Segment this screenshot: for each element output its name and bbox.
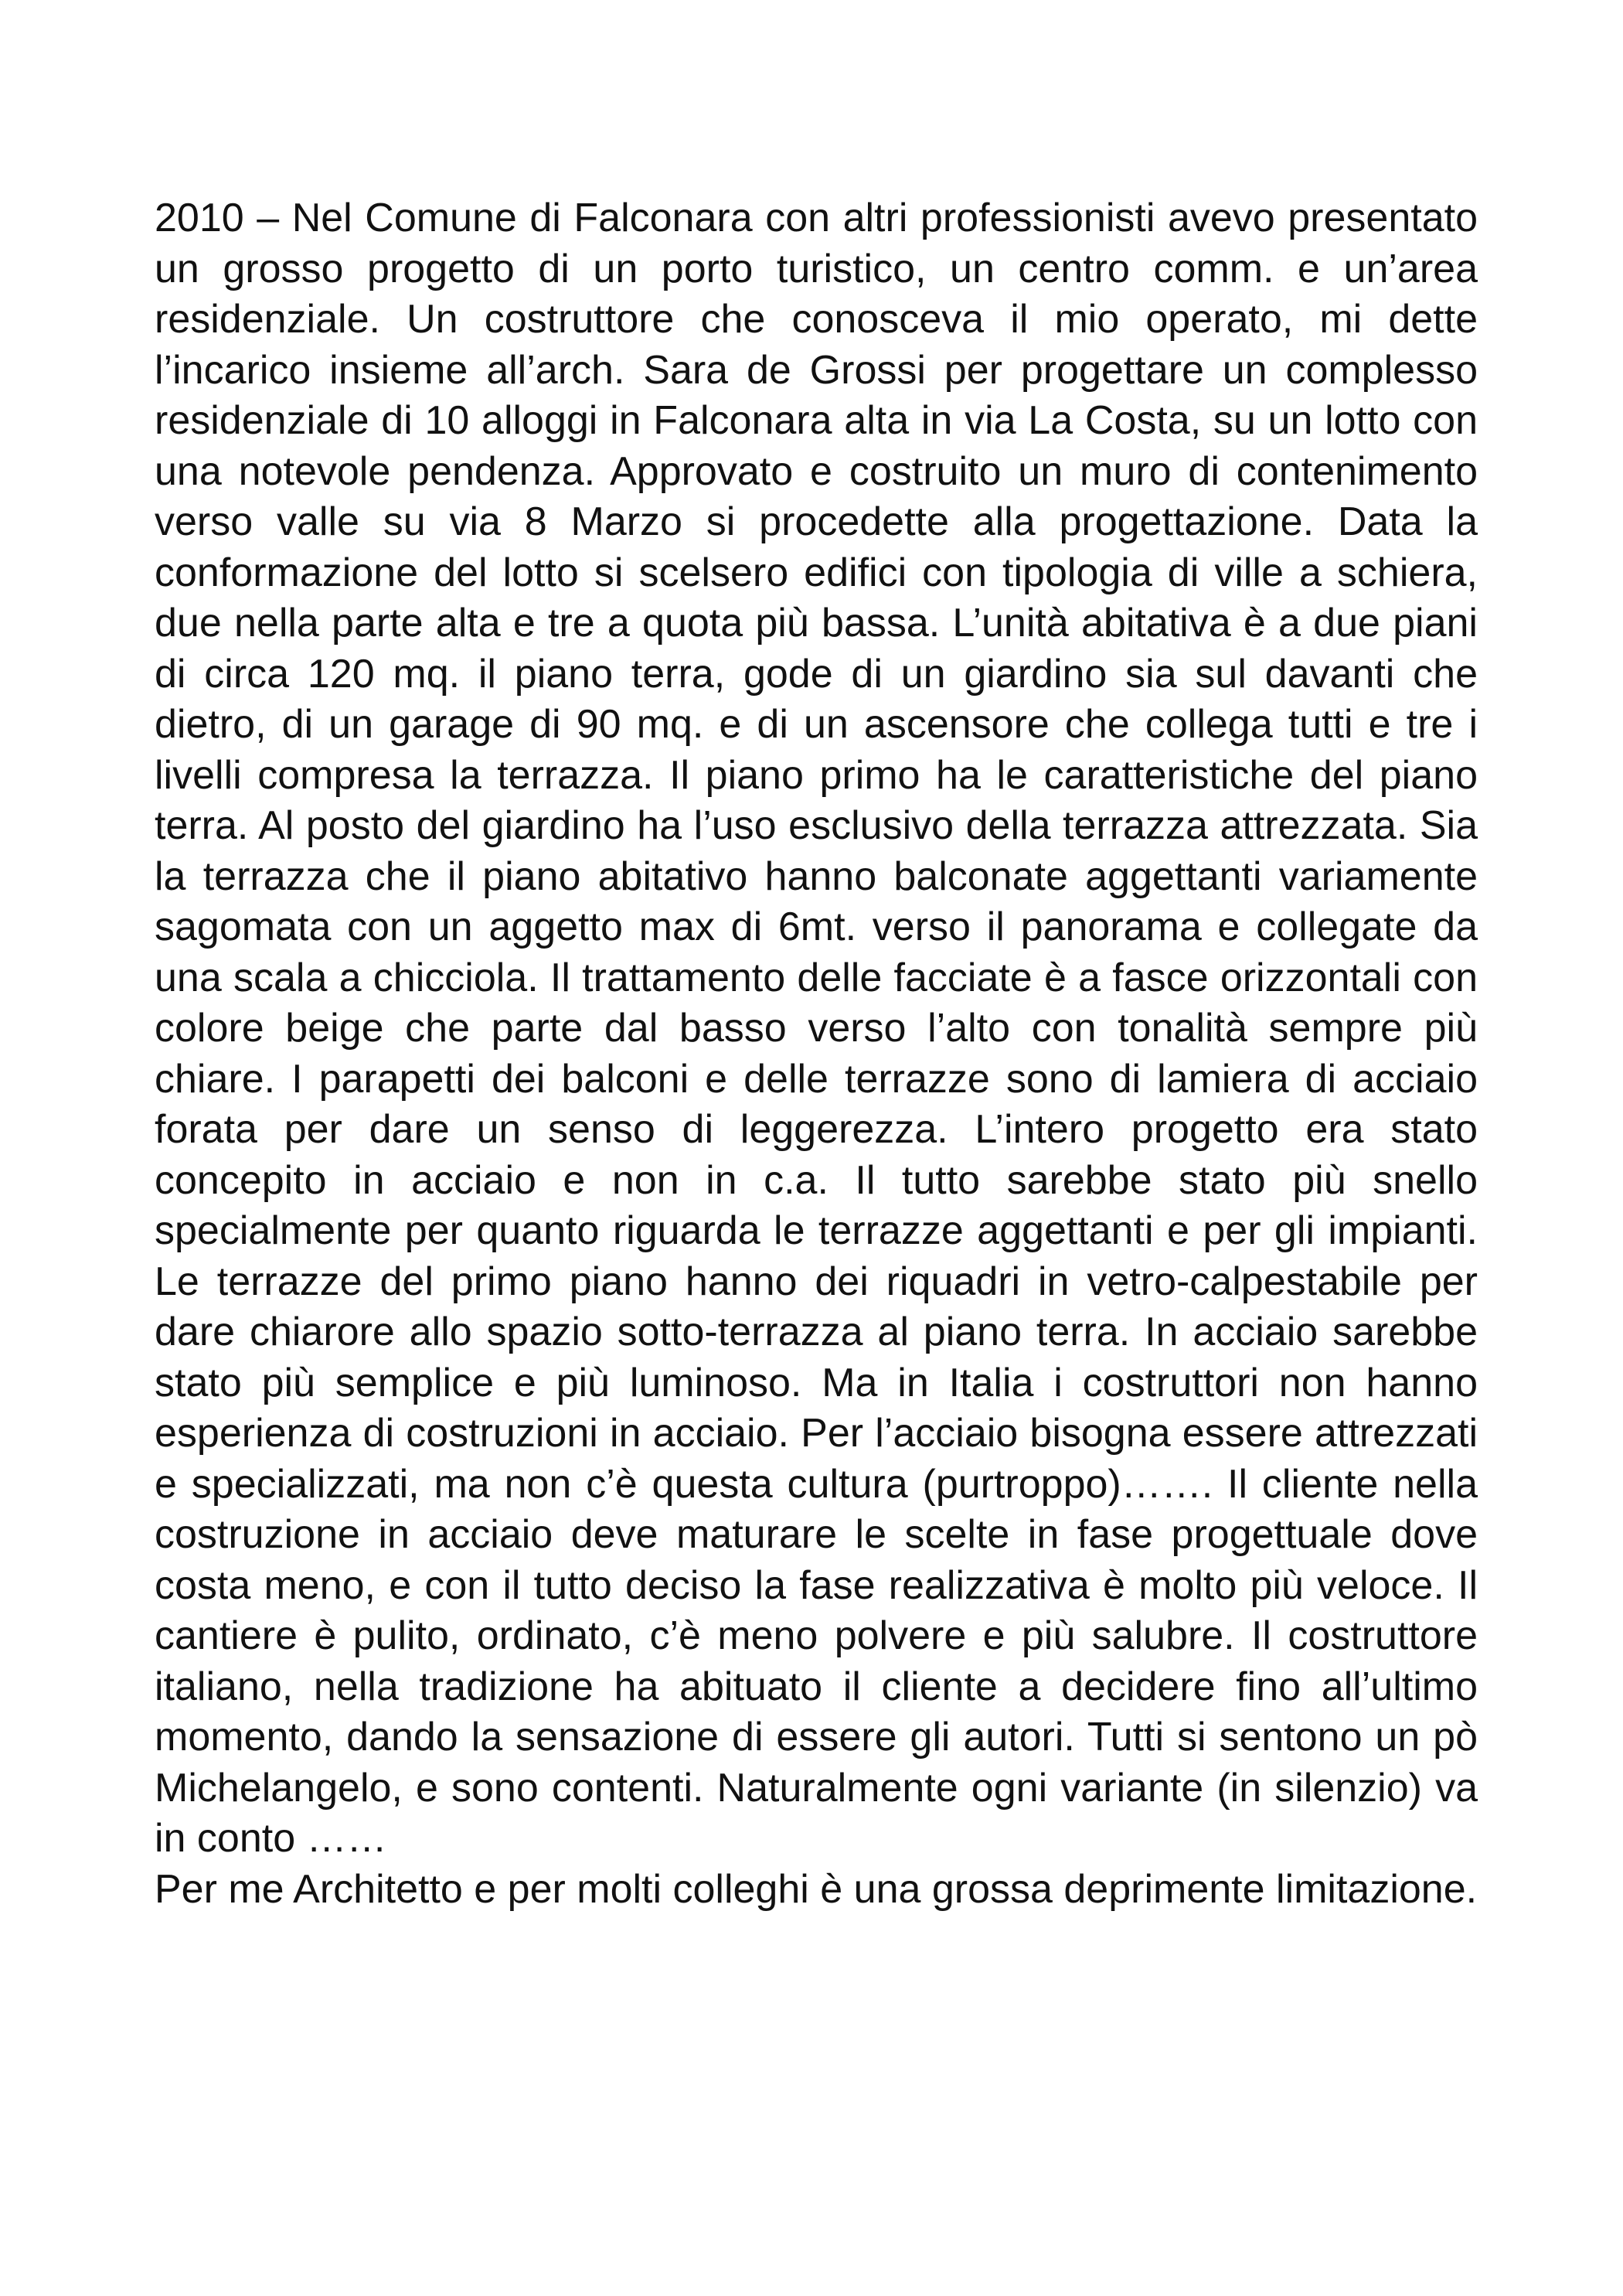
body-text: [155, 193, 1478, 1915]
paragraph-closing: Per me Architetto e per molti colleghi è una grossa deprimente limitazione.: [155, 1866, 1478, 1912]
paragraph-main: 2010 – Nel Comune di Falconara con altri professionisti avevo presentato un grosso progetto di un porto turistico, un centro comm. e un’area residenziale. Un costruttore che conosceva il mio operato, mi dette l’incarico insieme all’arch. Sara de Grossi per progettare un complesso residenziale di 10 alloggi in Falconara alta in via La Costa, su un lotto con una notevole pendenza. Approvato e costruito un muro di contenimento verso valle su via 8 Marzo si procedette alla progettazione. Data la conformazione del lotto si scelsero edifici con tipologia di ville a schiera, due nella parte alta e tre a quota più bassa. L’unità abitativa è a due piani di circa 120 mq. il piano terra, gode di un giardino sia sul davanti che dietro, di un garage di 90 mq. e di un ascensore che collega tutti e tre i livelli compresa la terrazza. Il piano primo ha le caratteristiche del piano terra. Al posto del giardino ha l’uso esclusivo della terrazza attrezzata. Sia la terrazza che il piano abitativo hanno balconate aggettanti variamente sagomata con un aggetto max di 6mt. verso il panorama e collegate da una scala a chicciola. Il trattamento delle facciate è a fasce orizzontali con colore beige che parte dal basso verso l’alto con tonalità sempre più chiare. I parapetti dei balconi e delle terrazze sono di lamiera di acciaio forata per dare un senso di leggerezza. L’intero progetto era stato concepito in acciaio e non in c.a. Il tutto sarebbe stato più snello specialmente per quanto riguarda le terrazze aggettanti e per gli impianti. Le terrazze del primo piano hanno dei riquadri in vetro-calpestabile per dare chiarore allo spazio sotto-terrazza al piano terra. In acciaio sarebbe stato più semplice e più luminoso. Ma in Italia i costruttori non hanno esperienza di costruzioni in acciaio. Per l’acciaio bisogna essere attrezzati e specializzati, ma non c’è questa cultura (purtroppo)……. Il cliente nella costruzione in acciaio deve maturare le scelte in fase progettuale dove costa meno, e con il tutto deciso la fase realizzativa è molto più veloce. Il cantiere è pulito, ordinato, c’è meno polvere e più salubre. Il costruttore italiano, nella tradizione ha abituato il cliente a decidere fino all’ultimo momento, dando la sensazione di essere gli autori. Tutti si sentono un pò Michelangelo, e sono contenti. Naturalmente ogni variante (in silenzio) va in conto ……: [155, 196, 1478, 1861]
